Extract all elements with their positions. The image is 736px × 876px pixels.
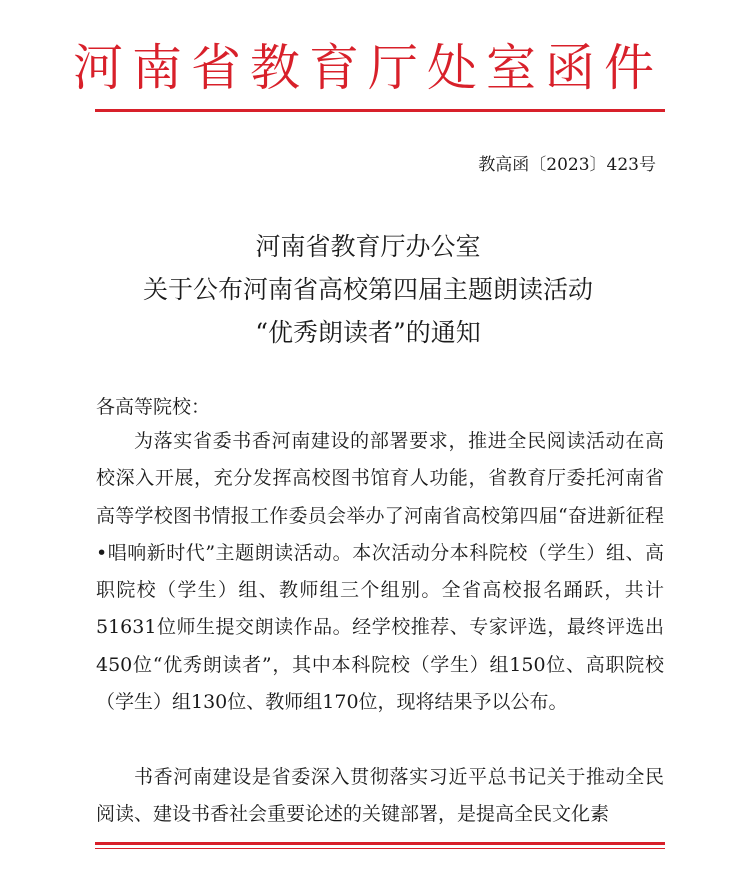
title-line-1: 河南省教育厅办公室 <box>255 232 481 261</box>
body-paragraph-2: 书香河南建设是省委深入贯彻落实习近平总书记关于推动全民阅读、建设书香社会重要论述的关键部署，是提高全民文化素 <box>96 766 664 826</box>
letterhead-title: 河南省教育厅处室函件 <box>73 39 663 97</box>
document-number: 教高函〔2023〕423号 <box>478 155 656 175</box>
title-line-3: “优秀朗读者”的通知 <box>255 318 481 347</box>
footer-divider-thin <box>95 848 665 849</box>
footer-divider-thick <box>95 842 665 845</box>
letterhead-divider <box>95 109 665 112</box>
document-title <box>0 225 736 354</box>
title-line-2: 关于公布河南省高校第四届主题朗读活动 <box>142 275 593 304</box>
body-paragraph-1: 为落实省委书香河南建设的部署要求，推进全民阅读活动在高校深入开展，充分发挥高校图书馆育人功能，省教育厅委托河南省高等学校图书情报工作委员会举办了河南省高校第四届“奋进新征程•唱响新时代”主题朗读活动。本次活动分本科院校（学生）组、高职院校（学生）组、教师组三个组别。全省高校报名踊跃，共计51631位师生提交朗读作品。经学校推荐、专家评选，最终评选出450位“优秀朗读者”，其中本科院校（学生）组150位、高职院校（学生）组130位、教师组170位，现将结果予以公布。 <box>96 430 664 714</box>
salutation: 各高等院校： <box>96 396 211 418</box>
